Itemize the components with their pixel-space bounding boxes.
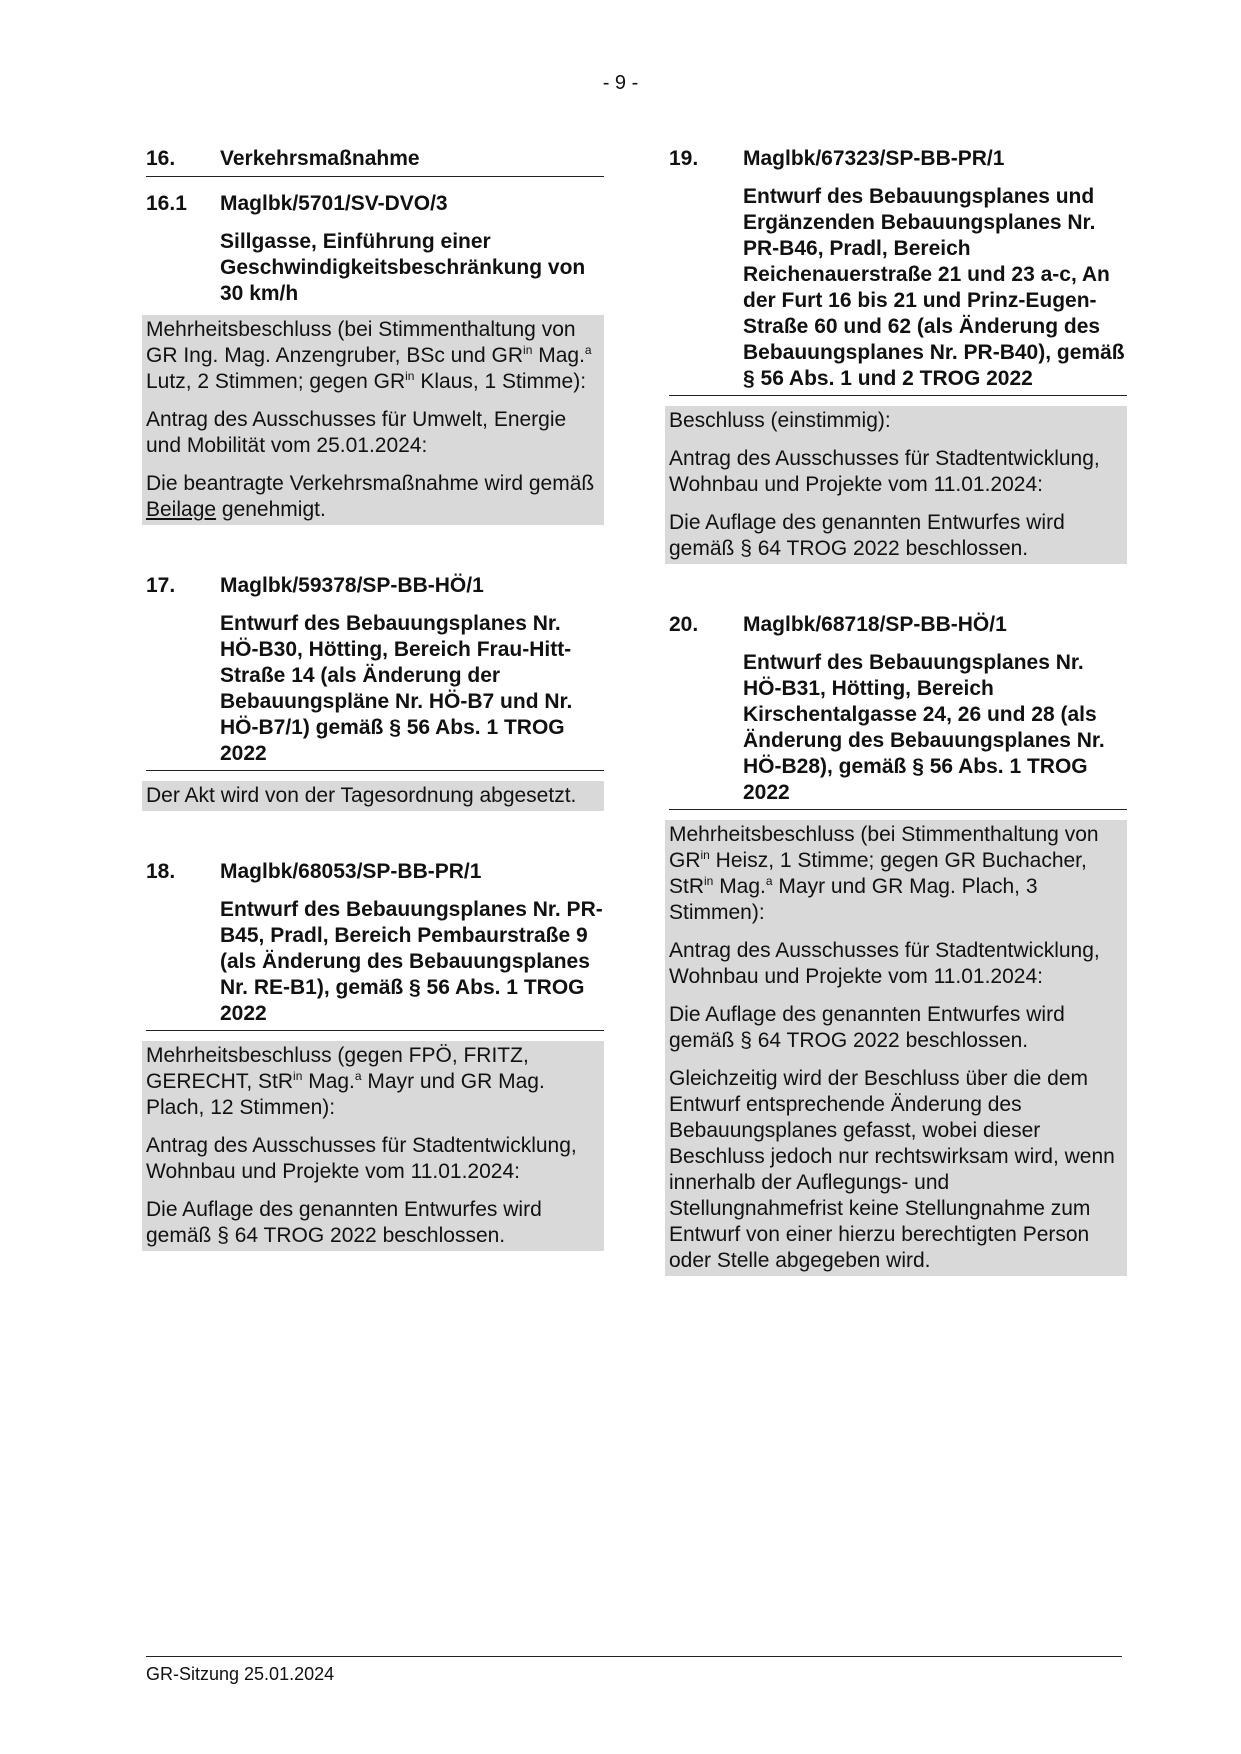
beilage-link[interactable]: Beilage	[146, 498, 217, 521]
decision-text: Die Auflage des genannten Entwurfes wird gemäß § 64 TROG 2022 beschlossen.	[146, 1198, 542, 1247]
item-rule	[146, 1030, 604, 1031]
left-column	[146, 146, 604, 1251]
item-code: Maglbk/68053/SP-BB-PR/1	[220, 860, 482, 883]
decision-box	[142, 315, 604, 525]
item-rule	[669, 395, 1127, 396]
antrag-text: Antrag des Ausschusses für Umwelt, Energie und Mobilität vom 25.01.2024:	[146, 408, 567, 457]
footer-rule	[146, 1656, 1122, 1657]
decision-box	[665, 406, 1127, 564]
decision-text: Der Akt wird von der Tagesordnung abgesetzt.	[146, 784, 577, 807]
item-code: Maglbk/68718/SP-BB-HÖ/1	[743, 613, 1007, 636]
item-title: Entwurf des Bebauungsplanes und Ergänzenden Bebauungsplanes Nr. PR-B46, Pradl, Bereich Reichenauerstraße 21 und 23 a-c, An der Furt 16 bis 21 und Prinz-Eugen-Straße 60 und 62 (als Änderung des Bebauungsplanes Nr. PR-B40), gemäß § 56 Abs. 1 und 2 TROG 2022	[743, 185, 1125, 390]
page-number: - 9 -	[602, 72, 639, 94]
section-16	[146, 146, 604, 177]
item-title: Entwurf des Bebauungsplanes Nr. HÖ-B31, Hötting, Bereich Kirschentalgasse 24, 26 und 28 (als Änderung des Bebauungsplanes Nr. HÖ-B28), gemäß § 56 Abs. 1 TROG 2022	[743, 651, 1105, 804]
item-title: Entwurf des Bebauungsplanes Nr. HÖ-B30, Hötting, Bereich Frau-Hitt-Straße 14 (als Änderung der Bebauungspläne Nr. HÖ-B7 und Nr. HÖ-B7/1) gemäß § 56 Abs. 1 TROG 2022	[220, 612, 573, 765]
vote-text: Mehrheitsbeschluss (bei Stimmenthaltung von $GR^{in}$ Heisz, 1 Stimme; gegen GR Buchacher, StR$^{in}$ Mag.$^a$ Mayr und GR Mag. Plach, 3 Stimmen):	[669, 823, 1099, 924]
section-title: Verkehrsmaßnahme	[220, 147, 420, 170]
section-rule	[146, 176, 604, 177]
decision-text: Die beantragte Verkehrsmaßnahme wird gemäß Beilage genehmigt.	[146, 472, 595, 521]
item-rule	[669, 809, 1127, 810]
item-code: Maglbk/67323/SP-BB-PR/1	[743, 147, 1005, 170]
antrag-text: Antrag des Ausschusses für Stadtentwicklung, Wohnbau und Projekte vom 11.01.2024:	[669, 939, 1100, 988]
item-16-1	[146, 191, 604, 525]
decision-box	[142, 781, 604, 811]
vote-text: Mehrheitsbeschluss (bei Stimmenthaltung von GR Ing. Mag. Anzengruber, BSc und $GR^{in}$ Mag.$^a$ Lutz, 2 Stimmen; gegen $GR^{in}$ Klaus, 1 Stimme):	[146, 318, 592, 393]
vote-text: Mehrheitsbeschluss (gegen FPÖ, FRITZ, GERECHT, StR$^{in}$ Mag.$^a$ Mayr und GR Mag. Plach, 12 Stimmen):	[146, 1044, 545, 1119]
vote-text: Beschluss (einstimmig):	[669, 409, 891, 432]
decision-text: Die Auflage des genannten Entwurfes wird gemäß § 64 TROG 2022 beschlossen.	[669, 511, 1065, 560]
item-title: Entwurf des Bebauungsplanes Nr. PR-B45, Pradl, Bereich Pembaurstraße 9 (als Änderung des Bebauungsplanes Nr. RE-B1), gemäß § 56 Abs. 1 TROG 2022	[220, 898, 603, 1025]
decision-box	[665, 820, 1127, 1276]
item-number: 16.1	[146, 192, 187, 215]
right-column	[669, 146, 1127, 1276]
item-code: Maglbk/5701/SV-DVO/3	[220, 192, 448, 215]
item-number: 17.	[146, 574, 176, 597]
decision-text: Die Auflage des genannten Entwurfes wird gemäß § 64 TROG 2022 beschlossen.	[669, 1003, 1065, 1052]
antrag-text: Antrag des Ausschusses für Stadtentwicklung, Wohnbau und Projekte vom 11.01.2024:	[669, 447, 1100, 496]
extra-decision-text: Gleichzeitig wird der Beschluss über die dem Entwurf entsprechende Änderung des Bebauungsplanes gefasst, wobei dieser Beschluss jedoch nur rechtswirksam wird, wenn innerhalb der Auflegungs- und Stellungnahmefrist keine Stellungnahme zum Entwurf von einer hierzu berechtigten Person oder Stelle abgegeben wird.	[669, 1067, 1115, 1272]
item-18	[146, 859, 604, 1251]
decision-box	[142, 1041, 604, 1251]
item-number: 19.	[669, 147, 699, 170]
item-number: 20.	[669, 613, 699, 636]
item-20	[669, 612, 1127, 1276]
item-19	[669, 146, 1127, 564]
antrag-text: Antrag des Ausschusses für Stadtentwicklung, Wohnbau und Projekte vom 11.01.2024:	[146, 1134, 577, 1183]
item-rule	[146, 770, 604, 771]
section-number: 16.	[146, 147, 176, 170]
item-17	[146, 573, 604, 811]
item-title: Sillgasse, Einführung einer Geschwindigkeitsbeschränkung von 30 km/h	[220, 230, 586, 305]
item-code: Maglbk/59378/SP-BB-HÖ/1	[220, 574, 484, 597]
footer-text: GR-Sitzung 25.01.2024	[146, 1664, 335, 1684]
item-number: 18.	[146, 860, 176, 883]
